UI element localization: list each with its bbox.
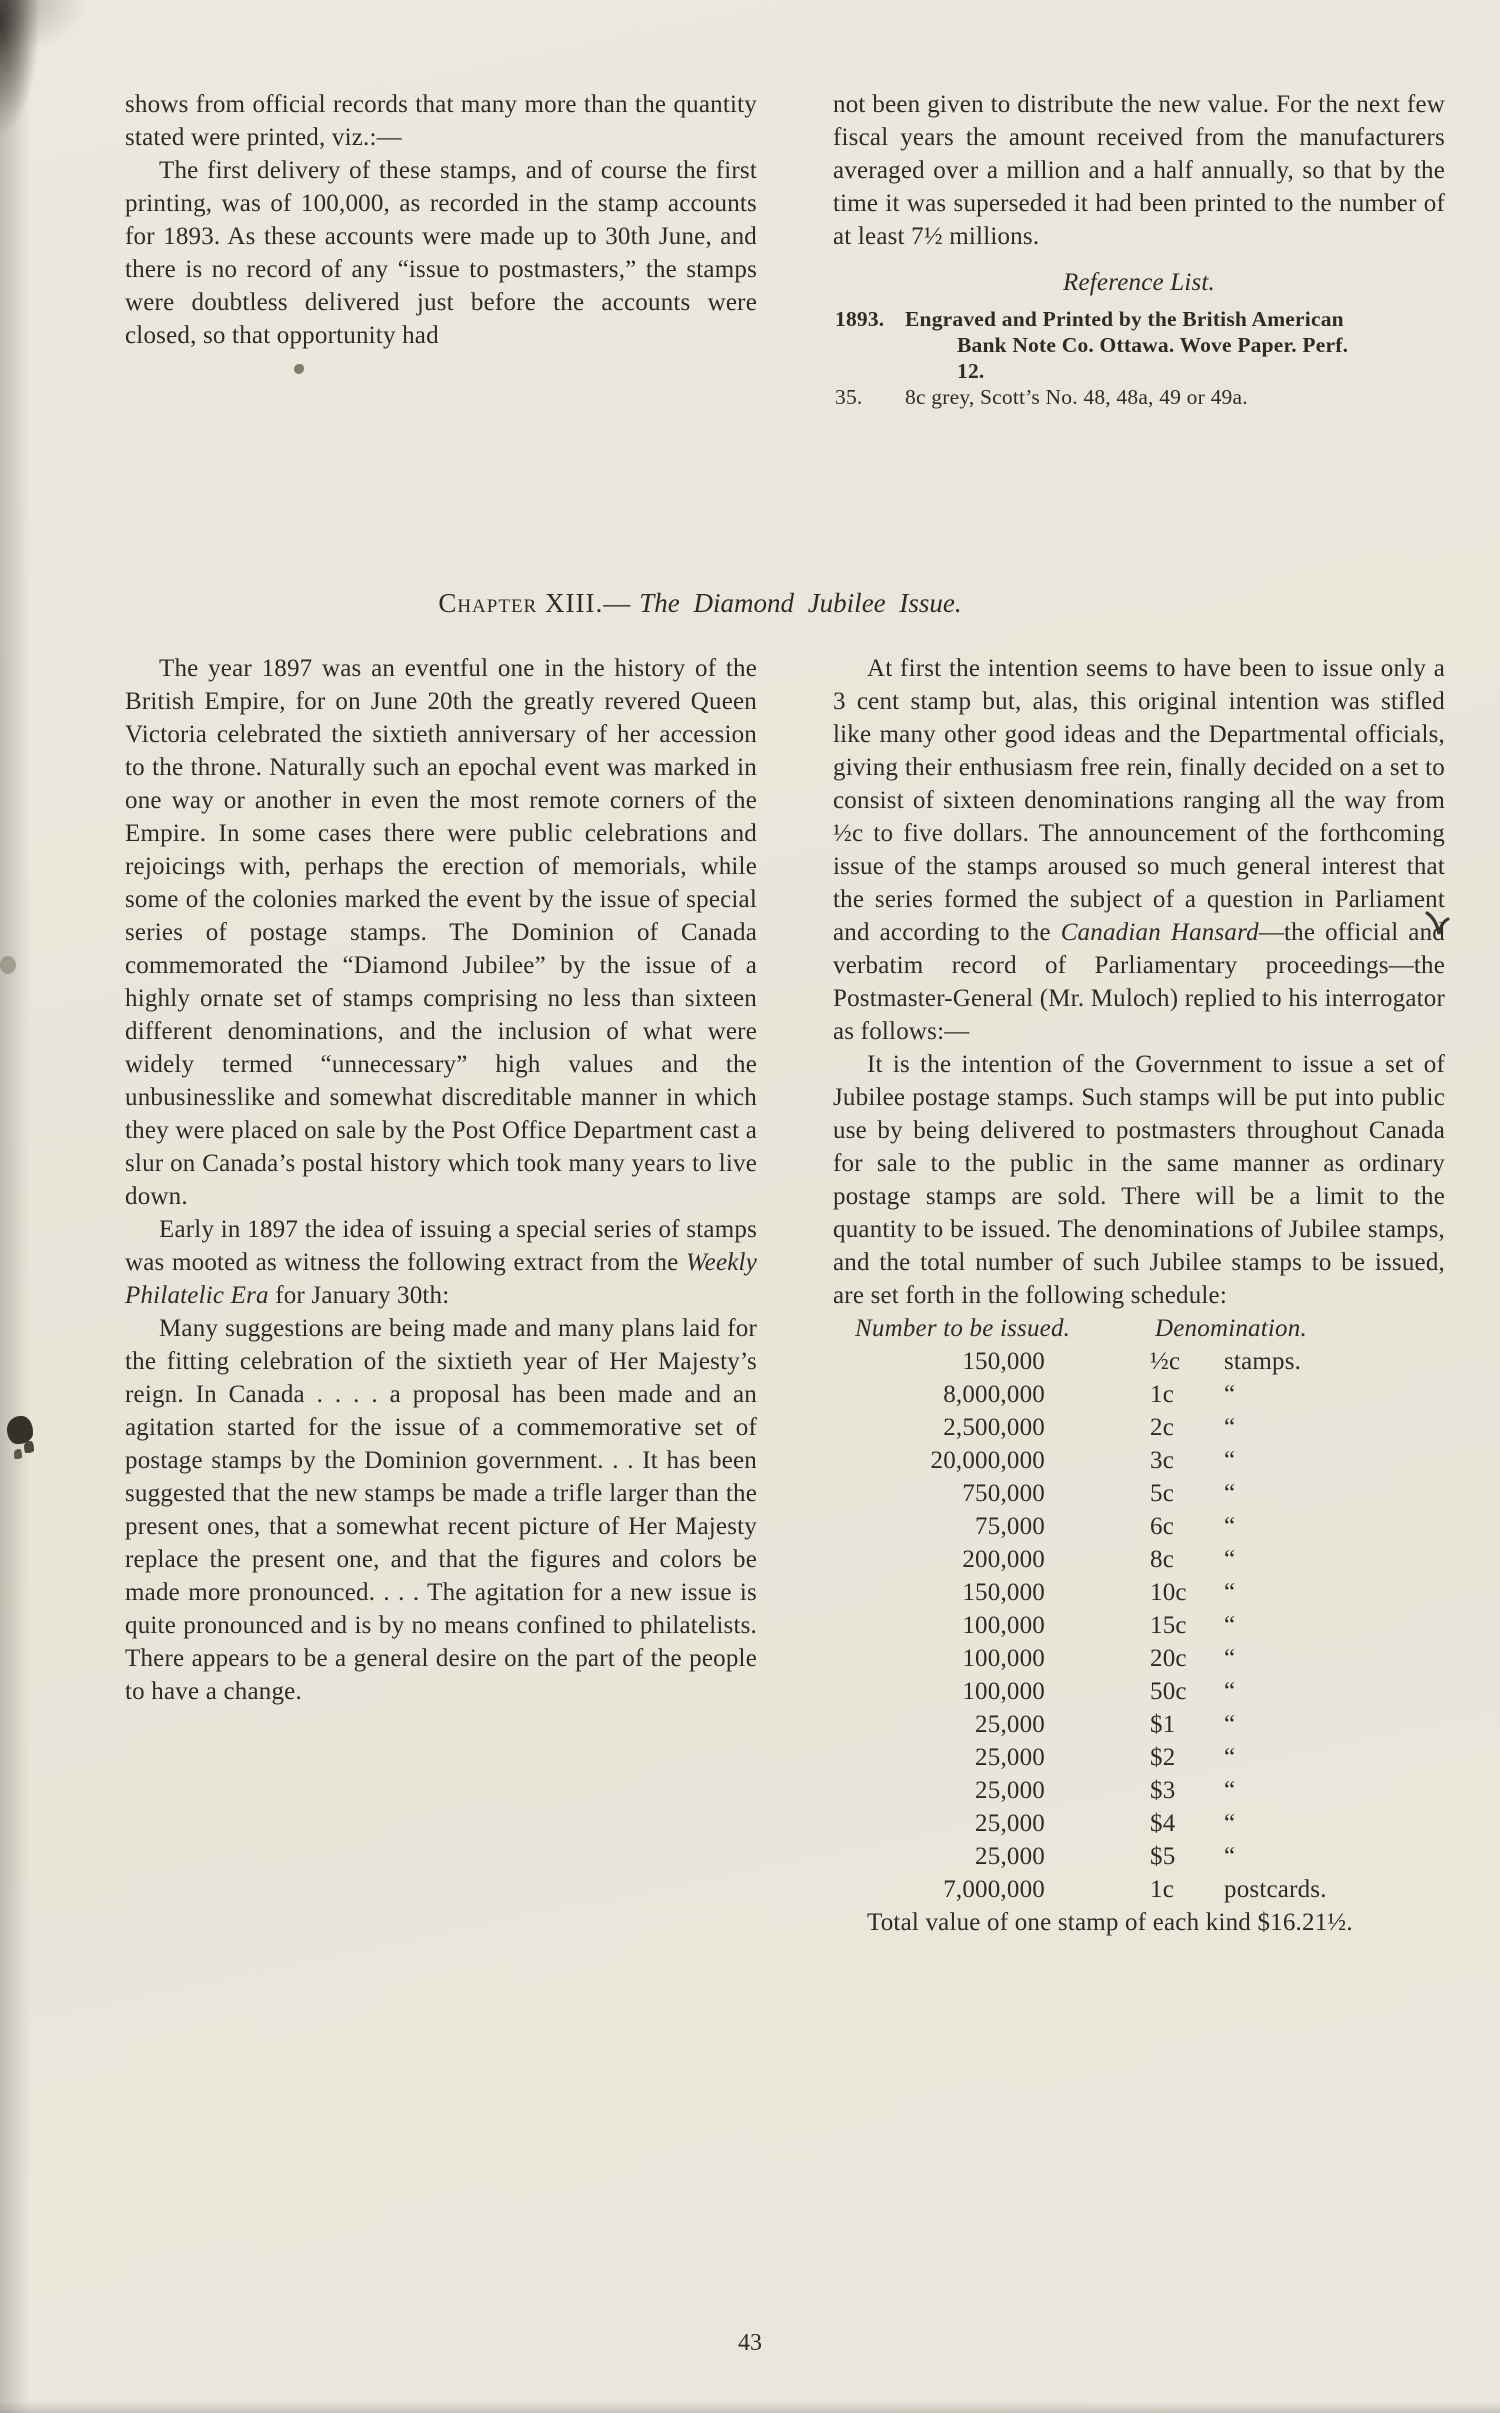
scan-bottom-edge-shade — [0, 2401, 1500, 2413]
italic-citation: Weekly Philatelic Era — [125, 1249, 757, 1309]
scan-corner-shadow — [0, 0, 110, 260]
schedule-count: 100,000 — [962, 1612, 1045, 1639]
schedule-denomination: 1c — [1150, 1381, 1174, 1408]
reference-list-heading: Reference List. — [1062, 269, 1216, 296]
schedule-count: 150,000 — [962, 1579, 1045, 1606]
paragraph-text: —the official and verbatim record of Parliamentary proceedings—the Postmaster-General (Mr. Muloch) replied to his interrogator as follows:— — [833, 919, 1445, 1045]
schedule-denomination: 3c — [1150, 1447, 1174, 1474]
main-left-column — [125, 652, 757, 1708]
main-right-column — [833, 652, 1445, 1939]
schedule-denomination: $1 — [1150, 1711, 1176, 1738]
reference-list — [833, 306, 1445, 410]
ink-blot — [7, 1416, 33, 1444]
schedule-denomination: 1c — [1150, 1876, 1174, 1903]
body-paragraph: It is the intention of the Government to issue a set of Jubilee postage stamps. Such stamps will be put into public use by being delivered to postmasters throughout Canada for sale to the public in the same manner as ordinary postage stamps are sold. There will be a limit to the quantity to be issued. The denominations of Jubilee stamps, and the total number of such Jubilee stamps to be issued, are set forth in the following schedule: — [833, 1051, 1445, 1309]
reference-entry — [833, 384, 1379, 410]
schedule-count: 150,000 — [962, 1348, 1045, 1375]
body-paragraph — [833, 652, 1445, 1048]
reference-entry-text: Engraved and Printed by the British American Bank Note Co. Ottawa. Wove Paper. Perf. 12. — [905, 307, 1349, 383]
page-number: 43 — [738, 2330, 762, 2356]
schedule-unit: postcards. — [1224, 1876, 1327, 1903]
schedule-count: 2,500,000 — [943, 1414, 1045, 1441]
reference-entry-label: 35. — [835, 385, 863, 409]
continuation-paragraph: shows from official records that many more than the quantity stated were printed, viz.:— — [125, 91, 757, 151]
schedule-count: 25,000 — [975, 1777, 1045, 1804]
schedule-denomination: 15c — [1150, 1612, 1187, 1639]
scan-left-edge-shade — [0, 0, 30, 2413]
chapter-title: The Diamond Jubilee Issue. — [639, 588, 962, 618]
schedule-denomination: 2c — [1150, 1414, 1174, 1441]
schedule-header-denomination: Denomination. — [1155, 1315, 1307, 1342]
schedule-unit: “ — [1224, 1744, 1236, 1771]
schedule-row — [833, 1609, 1445, 1642]
schedule-row — [833, 1411, 1445, 1444]
schedule-row — [833, 1543, 1445, 1576]
schedule-row — [833, 1378, 1445, 1411]
extract-paragraph: Many suggestions are being made and many plans laid for the fitting celebration of the sixtieth year of Her Majesty’s reign. In Canada . . . . a proposal has been made and an agitation started for the issue of a commemorative set of postage stamps by the Dominion government. . . It has been suggested that the new stamps be made a trifle larger than the present ones, that a somewhat recent picture of Her Majesty replace the present one, and that the figures and colors be made more pronounced. . . . The agitation for a new issue is quite pronounced and is by no means confined to philatelists. There appears to be a general desire on the part of the people to have a change. — [125, 1315, 757, 1705]
schedule-unit: “ — [1224, 1546, 1236, 1573]
schedule-count: 25,000 — [975, 1711, 1045, 1738]
schedule-unit: “ — [1224, 1579, 1236, 1606]
italic-citation: Canadian Hansard — [1060, 919, 1259, 946]
reference-entry-text: 8c grey, Scott’s No. 48, 48a, 49 or 49a. — [905, 385, 1248, 409]
schedule-header-count: Number to be issued. — [855, 1315, 1071, 1342]
schedule-table — [833, 1312, 1445, 1906]
paragraph-text: for January 30th: — [268, 1282, 450, 1309]
schedule-rows — [833, 1345, 1445, 1906]
schedule-header-row — [833, 1312, 1445, 1345]
schedule-row — [833, 1840, 1445, 1873]
schedule-denomination: 5c — [1150, 1480, 1174, 1507]
paragraph-text: Early in 1897 the idea of issuing a special series of stamps was mooted as witness the following extract from the — [125, 1216, 757, 1276]
schedule-unit: “ — [1224, 1843, 1236, 1870]
schedule-count: 25,000 — [975, 1810, 1045, 1837]
schedule-unit: “ — [1224, 1711, 1236, 1738]
top-left-column — [125, 88, 757, 352]
faint-speck — [0, 956, 16, 974]
schedule-row — [833, 1477, 1445, 1510]
total-value-line: Total value of one stamp of each kind $16.21½. — [867, 1909, 1353, 1936]
schedule-row — [833, 1444, 1445, 1477]
schedule-row — [833, 1873, 1445, 1906]
schedule-unit: stamps. — [1224, 1348, 1302, 1375]
schedule-unit: “ — [1224, 1513, 1236, 1540]
schedule-row — [833, 1345, 1445, 1378]
schedule-row — [833, 1675, 1445, 1708]
schedule-row — [833, 1576, 1445, 1609]
schedule-unit: “ — [1224, 1777, 1236, 1804]
schedule-denomination: 50c — [1150, 1678, 1187, 1705]
schedule-count: 7,000,000 — [943, 1876, 1045, 1903]
schedule-unit: “ — [1224, 1447, 1236, 1474]
schedule-row — [833, 1708, 1445, 1741]
schedule-unit: “ — [1224, 1612, 1236, 1639]
schedule-row — [833, 1642, 1445, 1675]
schedule-count: 750,000 — [962, 1480, 1045, 1507]
schedule-denomination: $4 — [1150, 1810, 1176, 1837]
schedule-count: 25,000 — [975, 1744, 1045, 1771]
schedule-unit: “ — [1224, 1810, 1236, 1837]
body-paragraph — [125, 1213, 757, 1312]
schedule-row — [833, 1510, 1445, 1543]
schedule-count: 8,000,000 — [943, 1381, 1045, 1408]
schedule-count: 200,000 — [962, 1546, 1045, 1573]
schedule-unit: “ — [1224, 1645, 1236, 1672]
chapter-number: Chapter XIII.— — [438, 588, 632, 618]
schedule-denomination: 10c — [1150, 1579, 1187, 1606]
paragraph-text: At first the intention seems to have been to issue only a 3 cent stamp but, alas, this original intention was stifled like many other good ideas and the Departmental officials, giving their enthusiasm free rein, finally decided on a set to consist of sixteen denominations ranging all the way from ½c to five dollars. The announcement of the forthcoming issue of the stamps aroused so much general interest that the series formed the subject of a question in Parliament and according to the — [833, 655, 1445, 946]
schedule-denomination: 8c — [1150, 1546, 1174, 1573]
schedule-denomination: 20c — [1150, 1645, 1187, 1672]
schedule-denomination: 6c — [1150, 1513, 1174, 1540]
body-paragraph: The year 1897 was an eventful one in the history of the British Empire, for on June 20th the greatly revered Queen Victoria celebrated the sixtieth anniversary of her accession to the throne. Naturally such an epochal event was marked in one way or another in even the most remote corners of the Empire. In some cases there were public celebrations and rejoicings with, perhaps the erection of memorials, while some of the colonies marked the event by the issue of special series of postage stamps. The Dominion of Canada commemorated the “Diamond Jubilee” by the issue of a highly ornate set of stamps comprising no less than sixteen different denominations, and the inclusion of what were widely termed “unnecessary” high values and the unbusinesslike and somewhat discreditable manner in which they were placed on sale by the Post Office Department cast a slur on Canada’s postal history which took many years to live down. — [125, 655, 757, 1210]
schedule-unit: “ — [1224, 1480, 1236, 1507]
reference-entry-label: 1893. — [835, 307, 885, 331]
chapter-heading — [125, 586, 1275, 620]
reference-entry — [833, 306, 1379, 384]
schedule-row — [833, 1741, 1445, 1774]
schedule-count: 100,000 — [962, 1645, 1045, 1672]
schedule-row — [833, 1774, 1445, 1807]
schedule-count: 25,000 — [975, 1843, 1045, 1870]
schedule-denomination: ½c — [1150, 1348, 1181, 1375]
schedule-denomination: $3 — [1150, 1777, 1176, 1804]
schedule-denomination: $5 — [1150, 1843, 1176, 1870]
schedule-unit: “ — [1224, 1381, 1236, 1408]
schedule-count: 75,000 — [975, 1513, 1045, 1540]
top-right-column — [833, 88, 1445, 410]
schedule-unit: “ — [1224, 1414, 1236, 1441]
schedule-row — [833, 1807, 1445, 1840]
schedule-count: 20,000,000 — [930, 1447, 1045, 1474]
body-paragraph: The first delivery of these stamps, and of course the first printing, was of 100,000, as recorded in the stamp accounts for 1893. As these accounts were made up to 30th June, and there is no record of any “issue to postmasters,” the stamps were doubtless delivered just before the accounts were closed, so that opportunity had — [125, 157, 757, 349]
schedule-unit: “ — [1224, 1678, 1236, 1705]
continuation-paragraph: not been given to distribute the new value. For the next few fiscal years the amount received from the manufacturers averaged over a million and a half annually, so that by the time it was superseded it had been printed to the number of at least 7½ millions. — [833, 91, 1445, 250]
schedule-denomination: $2 — [1150, 1744, 1176, 1771]
schedule-count: 100,000 — [962, 1678, 1045, 1705]
ink-speck — [294, 364, 304, 374]
